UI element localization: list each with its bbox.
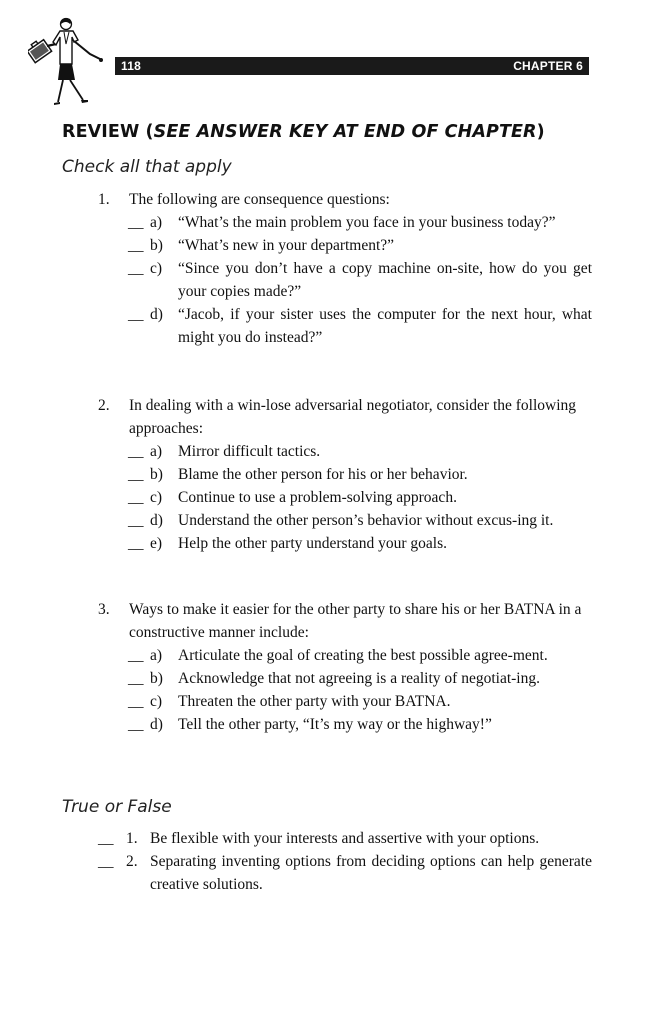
businesswoman-illustration [28,14,110,110]
question-number: 2. [98,397,110,414]
option-text: Threaten the other party with your BATNA. [178,693,451,710]
answer-blank[interactable]: __ [128,214,144,231]
section-heading-check-all: Check all that apply [62,157,232,177]
question-stem: In dealing with a win-lose adversarial negotiator, consider the following approaches: [129,397,577,437]
option-letter: c) [150,693,163,710]
option-letter: d) [150,306,163,323]
option-text: Articulate the goal of creating the best possible agree-ment. [178,647,548,664]
question-stem: The following are consequence questions: [129,191,390,208]
answer-option[interactable] [128,234,592,257]
option-text: Continue to use a problem-solving approach. [178,489,457,506]
answer-option[interactable] [128,211,592,234]
question-number: 1. [98,191,110,208]
option-text: “Jacob, if your sister uses the computer for the next hour, what might you do instead?” [178,306,592,346]
answer-option[interactable] [128,440,592,463]
running-header [115,57,589,75]
option-letter: b) [150,237,163,254]
question-stem: Ways to make it easier for the other party to share his or her BATNA in a constructive manner include: [129,601,582,641]
answer-option[interactable] [128,532,592,555]
answer-option[interactable] [128,667,592,690]
answer-option[interactable] [128,690,592,713]
question-2 [98,394,592,555]
option-letter: d) [150,512,163,529]
option-letter: c) [150,489,163,506]
answer-blank[interactable]: __ [128,443,144,460]
option-text: Blame the other person for his or her behavior. [178,466,468,483]
answer-option[interactable] [128,644,592,667]
answer-option[interactable] [128,713,592,736]
answer-option[interactable] [128,463,592,486]
answer-blank[interactable]: __ [128,466,144,483]
option-text: Understand the other person’s behavior without excus-ing it. [178,512,554,529]
option-letter: e) [150,535,163,552]
item-text: Be flexible with your interests and assertive with your options. [150,830,540,847]
answer-option[interactable] [128,303,592,349]
section-heading-true-false: True or False [62,797,172,817]
answer-option[interactable] [128,486,592,509]
option-letter: d) [150,716,163,733]
answer-blank[interactable]: __ [128,512,144,529]
option-letter: a) [150,214,163,231]
true-false-item[interactable] [98,827,592,850]
answer-blank[interactable]: __ [128,647,144,664]
answer-blank[interactable]: __ [128,670,144,687]
option-letter: c) [150,260,163,277]
option-text: “What’s the main problem you face in your business today?” [178,214,556,231]
answer-option[interactable] [128,257,592,303]
review-heading: REVIEW (SEE ANSWER KEY AT END OF CHAPTER) [62,122,545,142]
option-letter: a) [150,443,163,460]
answer-blank[interactable]: __ [128,693,144,710]
chapter-label: CHAPTER 6 [513,59,583,73]
true-false-list [98,827,592,896]
option-text: Acknowledge that not agreeing is a reality of negotiat-ing. [178,670,540,687]
item-text: Separating inventing options from deciding options can help generate creative solutions. [150,853,592,893]
option-text: Tell the other party, “It’s my way or the highway!” [178,716,492,733]
question-3 [98,598,592,736]
option-text: Mirror difficult tactics. [178,443,321,460]
true-false-item[interactable] [98,850,592,896]
answer-blank[interactable]: __ [128,716,144,733]
answer-blank[interactable]: __ [128,237,144,254]
item-number: 2. [126,853,138,870]
page-number: 118 [121,59,141,73]
question-number: 3. [98,601,110,618]
answer-blank[interactable]: __ [98,830,114,847]
answer-blank[interactable]: __ [128,535,144,552]
answer-blank[interactable]: __ [128,306,144,323]
answer-blank[interactable]: __ [128,260,144,277]
question-1 [98,188,592,349]
answer-option[interactable] [128,509,592,532]
option-letter: b) [150,466,163,483]
item-number: 1. [126,830,138,847]
answer-blank[interactable]: __ [128,489,144,506]
option-text: “Since you don’t have a copy machine on-site, how do you get your copies made?” [178,260,592,300]
answer-blank[interactable]: __ [98,853,114,870]
option-letter: a) [150,647,163,664]
option-text: Help the other party understand your goals. [178,535,448,552]
option-letter: b) [150,670,163,687]
option-text: “What’s new in your department?” [178,237,395,254]
